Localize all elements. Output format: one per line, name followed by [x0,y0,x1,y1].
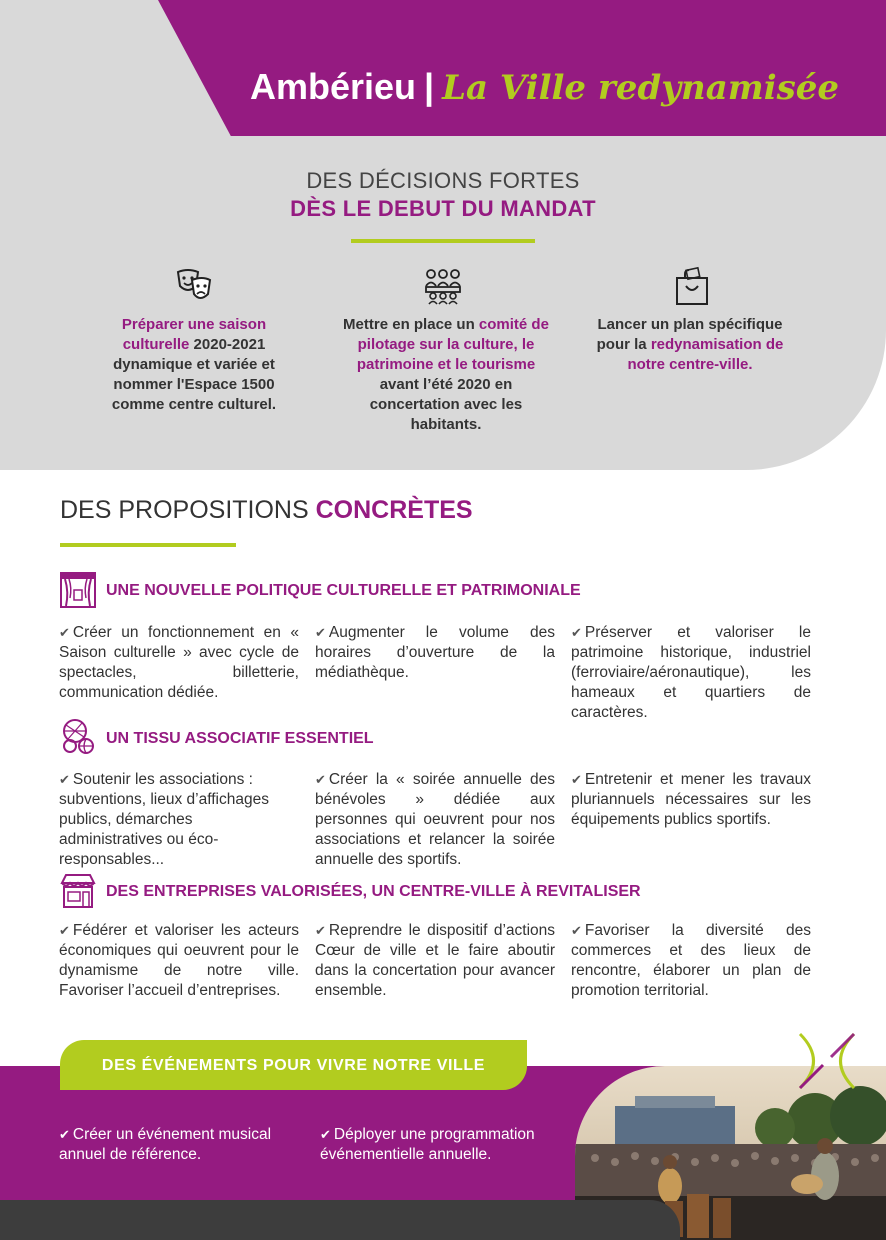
check-icon: ✔ [315,625,326,640]
section-title-culture: UNE NOUVELLE POLITIQUE CULTURELLE ET PATRIMONIALE [106,582,581,599]
decision-3-part-2: redynamisation de notre centre-ville. [627,336,784,373]
title-separator: | [424,66,435,107]
section-culture-item-1 [59,623,299,703]
storefront-icon [60,873,96,909]
item-text: Augmenter le volume des horaires d’ouverture de la médiathèque. [315,624,555,681]
section-associations-item-3 [571,770,811,830]
check-icon: ✔ [315,772,326,787]
check-icon: ✔ [59,1127,70,1142]
propositions-title-bold: CONCRÈTES [315,496,473,524]
decisions-heading [0,168,886,222]
section-title-entreprises: DES ENTREPRISES VALORISÉES, UN CENTRE-VILLE À REVITALISER [106,883,641,900]
committee-people-icon [423,266,463,306]
check-icon: ✔ [59,923,70,938]
decorative-cross-icon [796,1030,858,1092]
decision-text-3 [590,315,790,375]
tagline: La Ville redynamisée [442,68,840,108]
item-text: Créer la « soirée annuelle des bénévoles » dédiée aux personnes qui oeuvrent pour nos associations et relancer la soirée annuelle des sportifs. [315,771,555,868]
decision-1-part-2: 2020-2021 dynamique et variée et nommer l'Espace 1500 comme centre culturel. [111,336,277,413]
events-title-tab: DES ÉVÉNEMENTS POUR VIVRE NOTRE VILLE [60,1040,527,1090]
event-item-2 [320,1125,550,1165]
item-text: Favoriser la diversité des commerces et des lieux de rencontre, élaborer un plan de promotion territorial. [571,922,811,999]
decision-text-2 [338,315,554,435]
event-item-1 [59,1125,299,1165]
check-icon: ✔ [59,625,70,640]
decisions-title-line1: DES DÉCISIONS FORTES [306,168,580,193]
shopping-bag-icon [672,266,712,306]
city-name: Ambérieu [250,66,417,107]
item-text: Fédérer et valoriser les acteurs économiques qui oeuvrent pour le dynamisme de notre ville. Favoriser l’accueil d’entreprises. [59,922,299,999]
decisions-title-line2: DÈS LE DEBUT DU MANDAT [290,196,596,221]
propositions-title [60,496,473,525]
decision-2-part-3: avant l’été 2020 en concertation avec les habitants. [369,376,523,433]
section-associations-item-2 [315,770,555,870]
section-title-associations: UN TISSU ASSOCIATIF ESSENTIEL [106,730,374,747]
event-text: Déployer une programmation événementielle annuelle. [320,1126,535,1163]
theater-masks-icon [174,264,214,304]
decision-2-part-2: comité de pilotage sur la culture, le patrimoine et le tourisme [356,316,549,373]
page-title [250,66,839,108]
event-text: Créer un événement musical annuel de référence. [59,1126,272,1163]
section-entreprises-item-2 [315,921,555,1001]
check-icon: ✔ [571,772,582,787]
footer-dark-band [0,1200,680,1240]
item-text: Créer un fonctionnement en « Saison culturelle » avec cycle de spectacles, billetterie, communication dédiée. [59,624,299,701]
item-text: Préserver et valoriser le patrimoine historique, industriel (ferroviaire/aéronautique), les hameaux et quartiers de caractères. [571,624,811,721]
check-icon: ✔ [571,625,582,640]
section-culture-item-2 [315,623,555,683]
check-icon: ✔ [320,1127,331,1142]
item-text: Soutenir les associations : subventions, lieux d’affichages publics, démarches administratives ou éco-responsables... [59,771,269,868]
propositions-divider [60,543,236,547]
decision-text-1 [94,315,294,415]
decision-2-part-1: Mettre en place un [343,316,479,333]
check-icon: ✔ [59,772,70,787]
stage-curtain-icon [60,572,96,608]
decisions-divider [351,239,535,243]
decision-1-part-1: Préparer une saison culturelle [121,316,267,353]
section-culture-item-3 [571,623,811,723]
propositions-title-plain: DES PROPOSITIONS [60,496,316,524]
check-icon: ✔ [571,923,582,938]
section-entreprises-item-1 [59,921,299,1001]
item-text: Reprendre le dispositif d’actions Cœur de ville et le faire aboutir dans la concertation pour avancer ensemble. [315,922,555,999]
decision-3-part-1: Lancer un plan spécifique pour la [596,316,783,353]
item-text: Entretenir et mener les travaux pluriannuels nécessaires sur les équipements publics sportifs. [571,771,811,828]
check-icon: ✔ [315,923,326,938]
section-entreprises-item-3 [571,921,811,1001]
sports-balls-icon [60,718,96,754]
section-associations-item-1 [59,770,299,870]
